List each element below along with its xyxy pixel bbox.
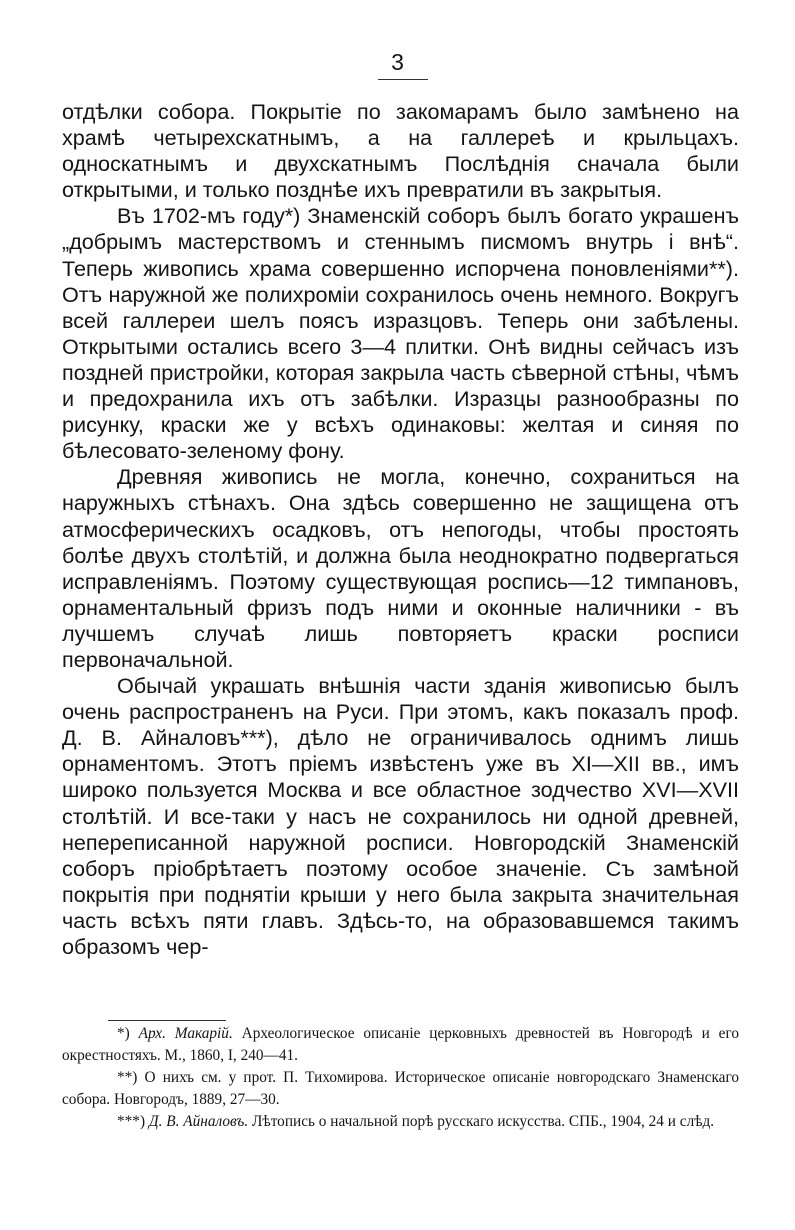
- footnote-2-text: Историческое описаніе новгородскаго Знаменскаго собора. Новгородъ, 1889, 27—30.: [62, 1069, 739, 1108]
- paragraph-4: Обычай украшать внѣшнія части зданія живописью былъ очень распространенъ на Руси. При этомъ, какъ показалъ проф. Д. В. Айналовъ***), дѣло не ограничивалось однимъ лишь орнаментомъ. Этотъ пріемъ извѣстенъ уже въ XI—XII вв., имъ широко пользуется Москва и все областное зодчество XVI—XVII столѣтій. И все-таки у насъ не сохранилось ни одной древней, непереписанной наружной росписи. Новгородскій Знаменскій соборъ пріобрѣтаетъ поэтому особое значеніе. Съ замѣной покрытія при поднятіи крыши у него была закрыта значительная часть всѣхъ пяти главъ. Здѣсь-то, на образовавшемся такимъ образомъ чер-: [62, 673, 739, 959]
- footnote-1-marker: *): [117, 1025, 130, 1042]
- footnote-2: [62, 1067, 739, 1111]
- footnote-1: [62, 1023, 739, 1067]
- footnotes: [62, 1023, 739, 1133]
- body-text: [62, 99, 739, 960]
- paragraph-3: Древняя живопись не могла, конечно, сохраниться на наружныхъ стѣнахъ. Она здѣсь совершенно не защищена отъ атмосферическихъ осадковъ, отъ непогоды, чтобы простоять болѣе двухъ столѣтій, и должна была неоднократно подвергаться исправленіямъ. Поэтому существующая роспись—12 тимпановъ, орнаментальный фризъ подъ ними и оконные наличники - въ лучшемъ случаѣ лишь повторяетъ краски росписи первоначальной.: [62, 464, 739, 672]
- paragraph-1: отдѣлки собора. Покрытіе по закомарамъ было замѣнено на храмѣ четырехскатнымъ, а на галлереѣ и крыльцахъ. односкатнымъ и двухскатнымъ Послѣднія сначала были открытыми, и только позднѣе ихъ превратили въ закрытыя.: [62, 99, 739, 203]
- page-number: 3: [391, 49, 404, 75]
- footnote-3-author: Д. В. Айналовъ.: [148, 1113, 249, 1130]
- footnote-3-marker: ***): [117, 1113, 146, 1130]
- footnote-3: [62, 1111, 739, 1133]
- paragraph-2: Въ 1702-мъ году*) Знаменскій соборъ былъ богато украшенъ „добрымъ мастерствомъ и стеннымъ писмомъ внутрь і внѣ“. Теперь живопись храма совершенно испорчена поновленіями**). Отъ наружной же полихроміи сохранилось очень немного. Вокругъ всей галлереи шелъ поясъ изразцовъ. Теперь они забѣлены. Открытыми остались всего 3—4 плитки. Онѣ видны сейчасъ изъ поздней пристройки, которая закрыла часть сѣверной стѣны, чѣмъ и предохранила ихъ отъ забѣлки. Изразцы разнообразны по рисунку, краски же у всѣхъ одинаковы: желтая и синяя по бѣлесовато-зеленому фону.: [62, 203, 739, 464]
- footnote-3-text: Лѣтопись о начальной порѣ русскаго искусства. СПБ., 1904, 24 и слѣд.: [252, 1113, 715, 1130]
- page-number-rule: [378, 79, 428, 80]
- footnote-2-marker: **): [117, 1069, 138, 1086]
- footnote-1-text: Археологическое описаніе церковныхъ древностей въ Новгородѣ и его окрестностяхъ. М., 1860, I, 240—41.: [62, 1025, 739, 1064]
- footnote-1-author: Арх. Макарій.: [138, 1025, 233, 1042]
- footnote-separator: [108, 1020, 226, 1021]
- footnote-2-author: О нихъ см. у прот. П. Тихомирова.: [144, 1069, 388, 1086]
